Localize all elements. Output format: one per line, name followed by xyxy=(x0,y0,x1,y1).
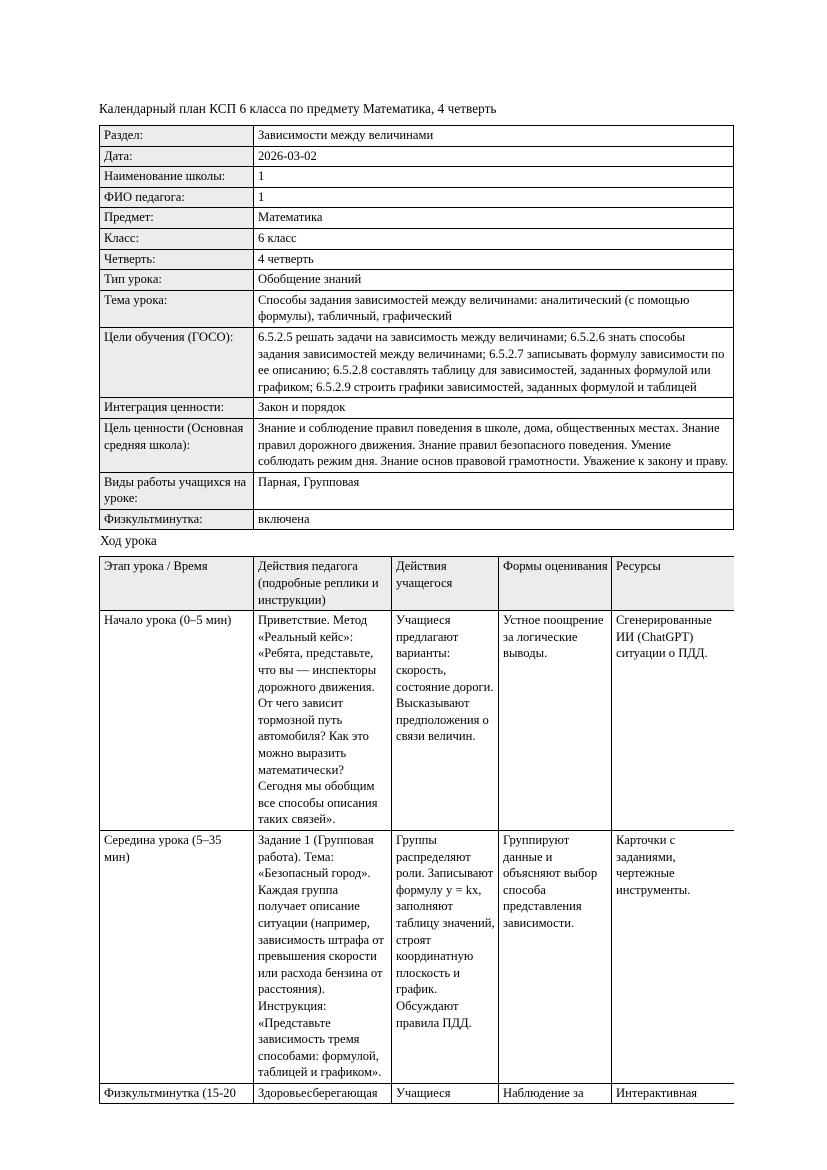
table-row xyxy=(100,1083,735,1104)
table-row xyxy=(100,611,735,831)
info-value: Закон и порядок xyxy=(254,398,734,419)
page-title: Календарный план КСП 6 класса по предмету Математика, 4 четверть xyxy=(99,101,497,116)
cell-teacher-actions: Задание 1 (Групповая работа). Тема: «Безопасный город». Каждая группа получает описание ситуации (например, зависимость штрафа от превышения скорости или расхода бензина от расстояния). Инструкция: «Представьте зависимость тремя способами: формулой, таблицей и графиком». xyxy=(254,830,392,1083)
info-label: Раздел: xyxy=(100,126,254,147)
lesson-flow-body xyxy=(100,611,735,1104)
column-header-assessment: Формы оценивания xyxy=(499,557,612,611)
table-row xyxy=(100,830,735,1083)
info-label: Физкультминутка: xyxy=(100,509,254,530)
cell-resources: Сгенерированные ИИ (ChatGPT) ситуации о ПДД. xyxy=(612,611,735,831)
info-label: Наименование школы: xyxy=(100,167,254,188)
column-header-resources: Ресурсы xyxy=(612,557,735,611)
cell-assessment: Группируют данные и объясняют выбор способа представления зависимости. xyxy=(499,830,612,1083)
lesson-flow-head xyxy=(100,557,735,611)
info-label: Предмет: xyxy=(100,208,254,229)
info-value: включена xyxy=(254,509,734,530)
info-value: 1 xyxy=(254,167,734,188)
info-label: Тема урока: xyxy=(100,290,254,327)
info-label: Цели обучения (ГОСО): xyxy=(100,327,254,397)
table-row xyxy=(100,146,734,167)
info-label: Цель ценности (Основная средняя школа): xyxy=(100,418,254,472)
table-row xyxy=(100,398,734,419)
table-row xyxy=(100,509,734,530)
info-value: Обобщение знаний xyxy=(254,270,734,291)
cell-teacher-actions: Приветствие. Метод «Реальный кейс»: «Ребята, представьте, что вы — инспекторы дорожного движения. От чего зависит тормозной путь автомобиля? Как это можно выразить математически? Сегодня мы обобщим все способы описания таких связей». xyxy=(254,611,392,831)
cell-student-actions: Учащиеся xyxy=(392,1083,499,1104)
info-label: Виды работы учащихся на уроке: xyxy=(100,472,254,509)
lesson-flow-table xyxy=(99,556,734,1104)
info-label: Четверть: xyxy=(100,249,254,270)
cell-student-actions: Учащиеся предлагают варианты: скорость, состояние дороги. Высказывают предположения о связи величин. xyxy=(392,611,499,831)
table-row xyxy=(100,208,734,229)
cell-assessment: Устное поощрение за логические выводы. xyxy=(499,611,612,831)
cell-teacher-actions: Здоровьесберегающая xyxy=(254,1083,392,1104)
info-label: Тип урока: xyxy=(100,270,254,291)
info-value: 4 четверть xyxy=(254,249,734,270)
cell-assessment: Наблюдение за xyxy=(499,1083,612,1104)
table-row xyxy=(100,126,734,147)
table-row xyxy=(100,472,734,509)
cell-stage: Начало урока (0–5 мин) xyxy=(100,611,254,831)
info-value: Математика xyxy=(254,208,734,229)
table-row xyxy=(100,187,734,208)
info-value: 6.5.2.5 решать задачи на зависимость между величинами; 6.5.2.6 знать способы задания зависимостей между величинами; 6.5.2.7 записывать формулу зависимости по ее описанию; 6.5.2.8 составлять таблицу для зависимостей, заданных формулой или графиком; 6.5.2.9 строить графики зависимостей, заданных формулой и таблицей xyxy=(254,327,734,397)
table-row xyxy=(100,228,734,249)
cell-student-actions: Группы распределяют роли. Записывают формулу y = kx, заполняют таблицу значений, строят координатную плоскость и график. Обсуждают правила ПДД. xyxy=(392,830,499,1083)
info-label: Класс: xyxy=(100,228,254,249)
lesson-info-table xyxy=(99,125,734,530)
cell-resources: Карточки с заданиями, чертежные инструменты. xyxy=(612,830,735,1083)
table-row xyxy=(100,167,734,188)
info-value: 1 xyxy=(254,187,734,208)
info-label: ФИО педагога: xyxy=(100,187,254,208)
lesson-flow-wrapper xyxy=(99,556,734,1104)
info-value: 6 класс xyxy=(254,228,734,249)
column-header-student-actions: Действия учащегося xyxy=(392,557,499,611)
info-value: Зависимости между величинами xyxy=(254,126,734,147)
info-value: Знание и соблюдение правил поведения в школе, дома, общественных местах. Знание правил дорожного движения. Знание правил безопасного поведения. Умение соблюдать режим дня. Знание основ правовой грамотности. Уважение к закону и праву. xyxy=(254,418,734,472)
table-row xyxy=(100,327,734,397)
table-row xyxy=(100,418,734,472)
cell-resources: Интерактивная xyxy=(612,1083,735,1104)
lesson-flow-caption: Ход урока xyxy=(100,533,157,549)
cell-stage: Середина урока (5–35 мин) xyxy=(100,830,254,1083)
lesson-info-body xyxy=(100,126,734,530)
column-header-stage: Этап урока / Время xyxy=(100,557,254,611)
table-row xyxy=(100,290,734,327)
info-label: Интеграция ценности: xyxy=(100,398,254,419)
cell-stage: Физкультминутка (15-20 xyxy=(100,1083,254,1104)
table-header-row xyxy=(100,557,735,611)
column-header-teacher-actions: Действия педагога (подробные реплики и инструкции) xyxy=(254,557,392,611)
table-row xyxy=(100,249,734,270)
info-value: 2026-03-02 xyxy=(254,146,734,167)
info-label: Дата: xyxy=(100,146,254,167)
info-value: Парная, Групповая xyxy=(254,472,734,509)
info-value: Способы задания зависимостей между величинами: аналитический (с помощью формулы), табличный, графический xyxy=(254,290,734,327)
table-row xyxy=(100,270,734,291)
